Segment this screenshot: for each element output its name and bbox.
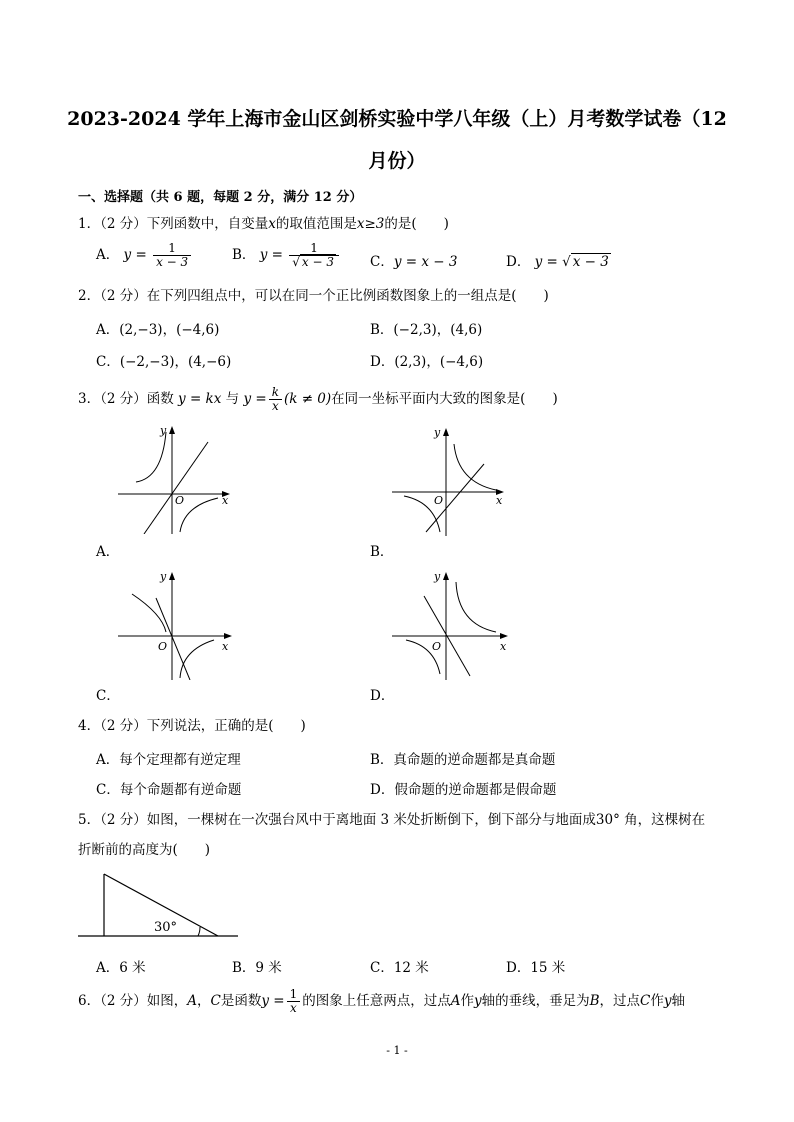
graph-b-origin-label: O: [434, 494, 444, 507]
graph-b-y-label: y: [434, 426, 441, 439]
question-2-stem: 2．（2 分）在下列四组点中，可以在同一个正比例函数图象上的一组点是( ): [78, 288, 549, 304]
tree-diagram-angle-label: 30°: [154, 920, 178, 935]
graph-a: [118, 422, 238, 534]
graph-c-origin-label: O: [158, 640, 168, 653]
graph-b-y-arrow: [443, 428, 449, 436]
question-1-option-a: A． y = $\frac{1}{x - 3}$: [96, 242, 193, 269]
question-5-option-b: B．9 米: [232, 960, 282, 976]
page-title-line2: 月份）: [368, 150, 426, 172]
graph-c-y-arrow: [169, 572, 175, 580]
question-2-option-b: B．(−2,3)，(4,6): [370, 322, 483, 338]
question-4-option-c: C．每个命题都有逆命题: [96, 782, 242, 798]
question-1-option-c: C．y = x − 3: [370, 254, 458, 270]
question-2-option-a: A．(2,−3)，(−4,6): [96, 322, 220, 338]
graph-d-hyperbola-upper: [456, 582, 496, 632]
question-3-label-c: C．: [96, 688, 120, 704]
question-3-label-b: B．: [370, 544, 394, 560]
question-1-stem: 1．（2 分）下列函数中，自变量x的取值范围是x≥3的是( ): [78, 216, 449, 232]
graph-b-x-label: x: [496, 494, 503, 507]
graph-b-hyperbola-upper: [454, 444, 496, 490]
question-2-option-d: D．(2,3)，(−4,6): [370, 354, 484, 370]
graph-d-x-label: x: [500, 640, 507, 653]
graph-a-origin-label: O: [175, 494, 185, 507]
page-number: - 1 -: [386, 1044, 408, 1057]
question-1-option-b: B． y = $\frac{1}{√ x - 3}$: [232, 242, 341, 269]
question-3-stem: 3．（2 分）函数 y = kx 与 y = $\frac{k}{x}$ (k ≠ 0)在同一坐标平面内大致的图象是( ): [78, 385, 558, 413]
graph-a-hyperbola-lower: [180, 498, 218, 532]
question-2-option-c: C．(−2,−3)，(4,−6): [96, 354, 232, 370]
graph-d-y-arrow: [443, 572, 449, 580]
graph-a-x-label: x: [222, 494, 229, 507]
graph-c-x-arrow: [224, 633, 232, 639]
question-4-option-d: D．假命题的逆命题都是假命题: [370, 782, 557, 798]
graph-c-x-label: x: [222, 640, 229, 653]
question-3-label-a: A．: [96, 544, 120, 560]
graph-a-hyperbola-upper: [136, 432, 166, 482]
question-5-stem-line2: 折断前的高度为( ): [78, 842, 211, 858]
page-title-line1: 2023-2024 学年上海市金山区剑桥实验中学八年级（上）月考数学试卷（12: [67, 108, 727, 130]
tree-diagram: [74, 870, 242, 942]
question-4-option-a: A．每个定理都有逆定理: [96, 752, 241, 768]
tree-diagram-angle-arc: [198, 927, 200, 936]
graph-c-y-label: y: [160, 570, 167, 583]
graph-c-hyperbola-lower: [180, 640, 214, 678]
graph-c-hyperbola-upper: [132, 594, 166, 632]
question-1-option-d: D． y = √ x − 3: [506, 254, 609, 270]
graph-d: [392, 568, 516, 680]
graph-c-line: [156, 598, 190, 680]
question-5-option-c: C．12 米: [370, 960, 429, 976]
question-4-option-b: B．真命题的逆命题都是真命题: [370, 752, 556, 768]
question-5-option-a: A．6 米: [96, 960, 146, 976]
question-6-stem: 6．（2 分）如图，A，C是函数y = $\frac{1}{x}$ 的图象上任意两点，过点A作y轴的垂线，垂足为B，过点C作y轴: [78, 987, 685, 1015]
graph-c: [118, 568, 238, 680]
graph-a-line: [144, 442, 208, 534]
graph-d-y-label: y: [434, 570, 441, 583]
question-3-label-d: D．: [370, 688, 395, 704]
section-heading: 一、选择题（共 6 题，每题 2 分，满分 12 分）: [78, 190, 363, 205]
graph-d-x-arrow: [500, 633, 508, 639]
question-5-option-d: D．15 米: [506, 960, 566, 976]
graph-a-y-label: y: [160, 424, 167, 437]
graph-d-origin-label: O: [432, 640, 442, 653]
graph-a-y-arrow: [169, 426, 175, 434]
question-5-stem-line1: 5．（2 分）如图，一棵树在一次强台风中于离地面 3 米处折断倒下，倒下部分与地面成30° 角，这棵树在: [78, 812, 706, 828]
graph-b: [392, 424, 512, 536]
question-4-stem: 4．（2 分）下列说法，正确的是( ): [78, 718, 306, 734]
